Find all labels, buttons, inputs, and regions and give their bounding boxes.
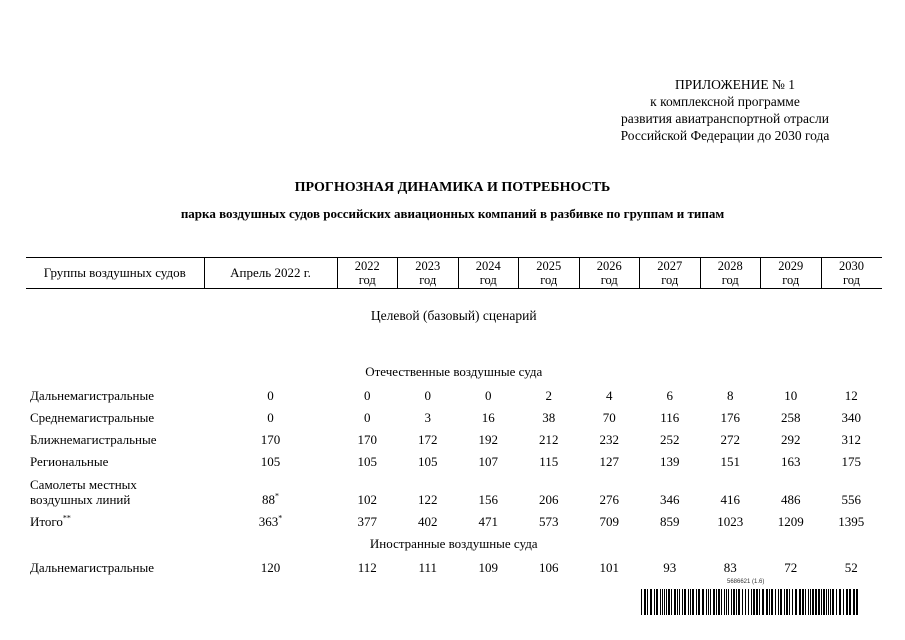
cell-value: 252 <box>660 432 680 447</box>
cell-value: 70 <box>602 410 616 425</box>
barcode-bar <box>731 589 732 615</box>
cell-value: 377 <box>357 514 377 529</box>
barcode-bar <box>759 589 760 615</box>
cell-value: 1209 <box>777 514 804 529</box>
barcode-bar <box>742 589 743 615</box>
table-row-total <box>26 507 882 529</box>
cell-value: 1023 <box>717 514 744 529</box>
header-year: 2023 год <box>398 258 459 289</box>
cell-value: 105 <box>418 454 438 469</box>
barcode-bar <box>650 589 652 615</box>
cell-value: 4 <box>606 388 613 403</box>
barcode-bar <box>654 589 655 615</box>
cell-value: 486 <box>781 492 801 507</box>
cell-value: 709 <box>599 514 619 529</box>
barcode-bar <box>671 589 672 615</box>
cell-value: 172 <box>418 432 438 447</box>
row-name: Среднемагистральные <box>30 410 155 425</box>
barcode-bar <box>795 589 797 615</box>
barcode-bar <box>826 589 827 615</box>
cell-value: 139 <box>660 454 680 469</box>
appendix-line: развития авиатранспортной отрасли <box>621 111 829 126</box>
header-year: 2027 год <box>640 258 701 289</box>
section-row <box>26 529 882 553</box>
row-name: Дальнемагистральные <box>30 560 154 575</box>
barcode-bar <box>674 589 676 615</box>
barcode-bar <box>818 589 820 615</box>
barcode-bar <box>708 589 709 615</box>
cell-value: 292 <box>781 432 801 447</box>
appendix-line: к комплексной программе <box>650 94 800 109</box>
cell-value: 2 <box>545 388 552 403</box>
barcode-bar <box>792 589 793 615</box>
section-row <box>26 341 882 381</box>
barcode-bar <box>839 589 841 615</box>
row-name: Ближнемагистральные <box>30 432 157 447</box>
document-code: 5686621 (1.6) <box>727 579 765 585</box>
cell-value: 83 <box>723 560 737 575</box>
section-label-foreign: Иностранные воздушные суда <box>369 536 538 551</box>
barcode-bar <box>789 589 790 615</box>
barcode-bar <box>656 589 658 615</box>
cell-value: 859 <box>660 514 680 529</box>
barcode-bar <box>728 589 729 615</box>
cell-value: 12 <box>844 388 858 403</box>
barcode-bar <box>766 589 768 615</box>
appendix-line: Российской Федерации до 2030 года <box>620 128 830 143</box>
row-name: Итого** <box>30 513 71 529</box>
barcode-bar <box>775 589 776 615</box>
barcode-bar <box>660 589 661 615</box>
barcode-bar <box>778 589 779 615</box>
barcode-bar <box>802 589 804 615</box>
cell-value: 170 <box>357 432 377 447</box>
cell-value: 115 <box>539 454 559 469</box>
barcode-bar <box>812 589 814 615</box>
cell-april: 120 <box>260 560 281 575</box>
cell-value: 232 <box>599 432 619 447</box>
cell-april: 0 <box>267 410 274 425</box>
footnote-mark: * <box>275 491 279 501</box>
cell-value: 107 <box>478 454 498 469</box>
cell-value: 93 <box>663 560 677 575</box>
barcode-bar <box>698 589 700 615</box>
cell-value: 6 <box>666 388 673 403</box>
cell-value: 340 <box>841 410 861 425</box>
table-row <box>26 469 882 507</box>
barcode-bar <box>846 589 848 615</box>
cell-april: 363* <box>258 513 283 529</box>
cell-value: 276 <box>599 492 619 507</box>
barcode-bar <box>780 589 782 615</box>
row-name: Дальнемагистральные <box>30 388 154 403</box>
cell-value: 272 <box>720 432 740 447</box>
cell-value: 556 <box>841 492 861 507</box>
scenario-row <box>26 289 882 342</box>
barcode-bar <box>832 589 834 615</box>
barcode-bar <box>716 589 717 615</box>
barcode-bar <box>769 589 770 615</box>
document-subtitle: парка воздушных судов российских авиационных компаний в разбивке по группам и типам <box>180 206 725 221</box>
barcode-bar <box>726 589 727 615</box>
barcode-bar <box>662 589 663 615</box>
barcode-bar <box>690 589 691 615</box>
barcode-bar <box>692 589 694 615</box>
barcode-bar <box>748 589 749 615</box>
barcode-bar <box>666 589 667 615</box>
table-row <box>26 381 882 403</box>
barcode-bar <box>836 589 837 615</box>
barcode-bar <box>830 589 831 615</box>
cell-value: 0 <box>485 388 492 403</box>
header-year: 2026 год <box>579 258 640 289</box>
barcode-bar <box>786 589 788 615</box>
cell-value: 122 <box>418 492 438 507</box>
appendix-block <box>555 76 855 144</box>
cell-value: 206 <box>539 492 559 507</box>
document-title: ПРОГНОЗНАЯ ДИНАМИКА И ПОТРЕБНОСТЬ <box>294 180 611 195</box>
header-year: 2024 год <box>458 258 519 289</box>
cell-value: 175 <box>841 454 861 469</box>
barcode-bar <box>710 589 711 615</box>
cell-value: 346 <box>660 492 680 507</box>
cell-value: 112 <box>357 560 377 575</box>
scenario-label: Целевой (базовый) сценарий <box>370 307 537 323</box>
cell-value: 10 <box>784 388 798 403</box>
barcode-bar <box>706 589 707 615</box>
barcode-bar <box>664 589 665 615</box>
barcode-bar <box>756 589 758 615</box>
barcode-bar <box>733 589 735 615</box>
barcode-bar <box>771 589 773 615</box>
cell-value: 102 <box>357 492 377 507</box>
barcode-bar <box>821 589 822 615</box>
header-year: 2022 год <box>337 258 398 289</box>
barcode-bar <box>684 589 686 615</box>
cell-value: 106 <box>539 560 559 575</box>
header-year: 2025 год <box>519 258 580 289</box>
cell-value: 1395 <box>838 514 865 529</box>
barcode-bar <box>815 589 817 615</box>
cell-value: 0 <box>364 388 371 403</box>
barcode-bar <box>805 589 806 615</box>
cell-value: 258 <box>781 410 801 425</box>
barcode-bar <box>718 589 720 615</box>
cell-value: 3 <box>424 410 431 425</box>
barcode-bar <box>724 589 725 615</box>
cell-value: 72 <box>784 560 798 575</box>
barcode-bar <box>745 589 746 615</box>
barcode-bar <box>647 589 648 615</box>
table-row <box>26 425 882 447</box>
cell-value: 111 <box>418 560 438 575</box>
cell-value: 212 <box>539 432 559 447</box>
cell-value: 38 <box>542 410 556 425</box>
table-header-row <box>26 258 882 289</box>
barcode-bar <box>808 589 809 615</box>
row-name: Самолеты местных воздушных линий <box>30 477 137 507</box>
appendix-title: ПРИЛОЖЕНИЕ № 1 <box>674 77 796 92</box>
table-row <box>26 403 882 425</box>
barcode-bar <box>721 589 722 615</box>
barcode-image <box>641 589 859 615</box>
barcode-bar <box>799 589 801 615</box>
cell-value: 101 <box>599 560 619 575</box>
table-row <box>26 553 882 575</box>
cell-value: 116 <box>660 410 680 425</box>
cell-value: 192 <box>478 432 498 447</box>
cell-value: 105 <box>357 454 377 469</box>
barcode-bar <box>668 589 670 615</box>
table-row <box>26 447 882 469</box>
barcode-bar <box>644 589 646 615</box>
barcode-bar <box>641 589 642 615</box>
footnote-mark: ** <box>62 513 71 523</box>
cell-value: 8 <box>727 388 734 403</box>
barcode-bar <box>696 589 697 615</box>
header-year: 2028 год <box>700 258 761 289</box>
barcode-bar <box>810 589 811 615</box>
barcode-bar <box>843 589 844 615</box>
cell-value: 151 <box>720 454 740 469</box>
cell-value: 402 <box>418 514 438 529</box>
header-group: Группы воздушных судов <box>26 258 204 289</box>
header-year: 2029 год <box>761 258 822 289</box>
section-label-domestic: Отечественные воздушные суда <box>365 364 543 379</box>
row-name: Региональные <box>30 454 109 469</box>
barcode-bar <box>702 589 704 615</box>
cell-value: 312 <box>841 432 861 447</box>
barcode-bar <box>738 589 740 615</box>
cell-april: 170 <box>260 432 281 447</box>
cell-value: 176 <box>720 410 740 425</box>
cell-value: 127 <box>599 454 619 469</box>
cell-value: 109 <box>478 560 498 575</box>
cell-april: 88* <box>262 491 279 507</box>
cell-value: 573 <box>539 514 559 529</box>
fleet-table <box>26 257 882 575</box>
barcode-bar <box>736 589 737 615</box>
cell-value: 163 <box>781 454 801 469</box>
barcode-bar <box>688 589 689 615</box>
barcode-bar <box>828 589 829 615</box>
barcode-bar <box>682 589 683 615</box>
barcode-bar <box>849 589 851 615</box>
footnote-mark: * <box>278 513 283 523</box>
header-april: Апрель 2022 г. <box>204 258 337 289</box>
cell-value: 416 <box>720 492 740 507</box>
barcode-bar <box>677 589 678 615</box>
barcode-bar <box>853 589 855 615</box>
barcode-bar <box>784 589 785 615</box>
barcode-bar <box>679 589 680 615</box>
barcode-bar <box>753 589 755 615</box>
barcode-bar <box>823 589 825 615</box>
barcode-bar <box>762 589 764 615</box>
cell-value: 16 <box>481 410 495 425</box>
cell-value: 471 <box>478 514 498 529</box>
cell-value: 0 <box>364 410 371 425</box>
cell-value: 156 <box>478 492 498 507</box>
cell-april: 0 <box>267 388 274 403</box>
barcode-bar <box>751 589 752 615</box>
cell-value: 52 <box>844 560 858 575</box>
cell-value: 0 <box>424 388 431 403</box>
cell-april: 105 <box>260 454 281 469</box>
header-year: 2030 год <box>821 258 882 289</box>
barcode-bar <box>856 589 858 615</box>
barcode-bar <box>713 589 715 615</box>
